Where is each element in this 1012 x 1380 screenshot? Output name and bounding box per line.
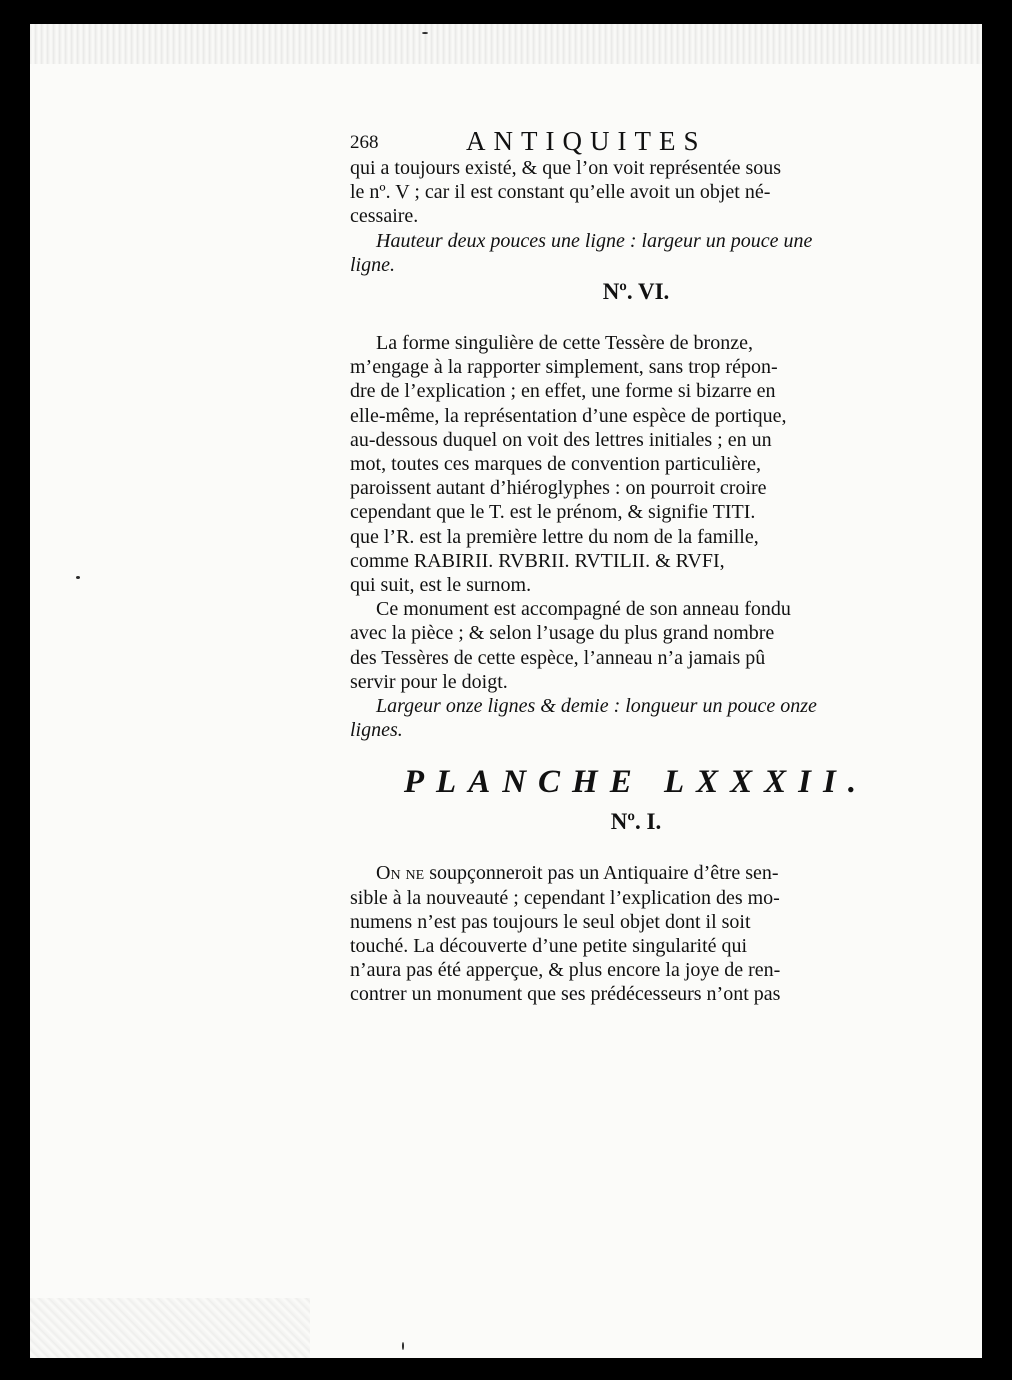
section-vi-paragraph-2: Ce monument est accompagné de son anneau fondu avec la pièce ; & selon l’usage du plus grand nombre des Tessères de cette espèce, l’anneau n’a jamais pû servir pour le doigt. [350,598,791,693]
page-number: 268 [350,132,379,153]
section-heading-vi: Nº. VI. [602,279,670,305]
ink-speck [402,1342,404,1350]
page-header [350,126,922,156]
lead-words: On ne [376,862,425,885]
ink-speck [422,32,428,34]
continuation-text: qui a toujours existé, & que l’on voit représentée sous le nº. V ; car il est constant qu’elle avoit un objet né- cessaire. [350,157,782,228]
continuation-block [350,156,922,277]
dimensions-note-1: Hauteur deux pouces une ligne : largeur un pouce une ligne. [350,229,813,276]
text-block [350,126,922,1007]
ink-speck [76,576,80,579]
page-corner-shadow [30,1298,310,1358]
dimensions-note-2: Largeur onze lignes & demie : longueur un pouce onze lignes. [350,695,817,742]
plate-heading-i: Nº. I. [610,809,662,835]
page-edge-shadow [30,24,982,64]
book-page [30,24,982,1358]
plate-body [350,861,922,1006]
section-vi-body [350,331,922,742]
plate-title: PLANCHE LXXXII. [403,764,869,801]
plate-paragraph [350,861,922,1006]
plate-paragraph-text: soupçonneroit pas un Antiquaire d’être sen- sible à la nouveauté ; cependant l’explication des mo- numens n’est pas toujours le seul objet dont il soit touché. La découverte d’une petite singularité qui n’aura pas été apperçue, & plus encore la joye de ren- contrer un monument que ses prédécesseurs n’ont pas [350,862,781,1006]
section-vi-paragraph-1: La forme singulière de cette Tessère de bronze, m’engage à la rapporter simplement, sans trop répon- dre de l’explication ; en effet, une forme si bizarre en elle-même, la représentation d’une espèce de portique, au-dessous duquel on voit des lettres initiales ; en un mot, toutes ces marques de convention particulière, paroissent autant d’hiéroglyphes : on pourroit croire cependant que le T. est le prénom, & signifie TITI. que l’R. est la première lettre du nom de la famille, comme RABIRII. RVBRII. RVTILII. & RVFI, qui suit, est le surnom. [350,332,787,597]
running-title: ANTIQUITES [466,126,707,156]
